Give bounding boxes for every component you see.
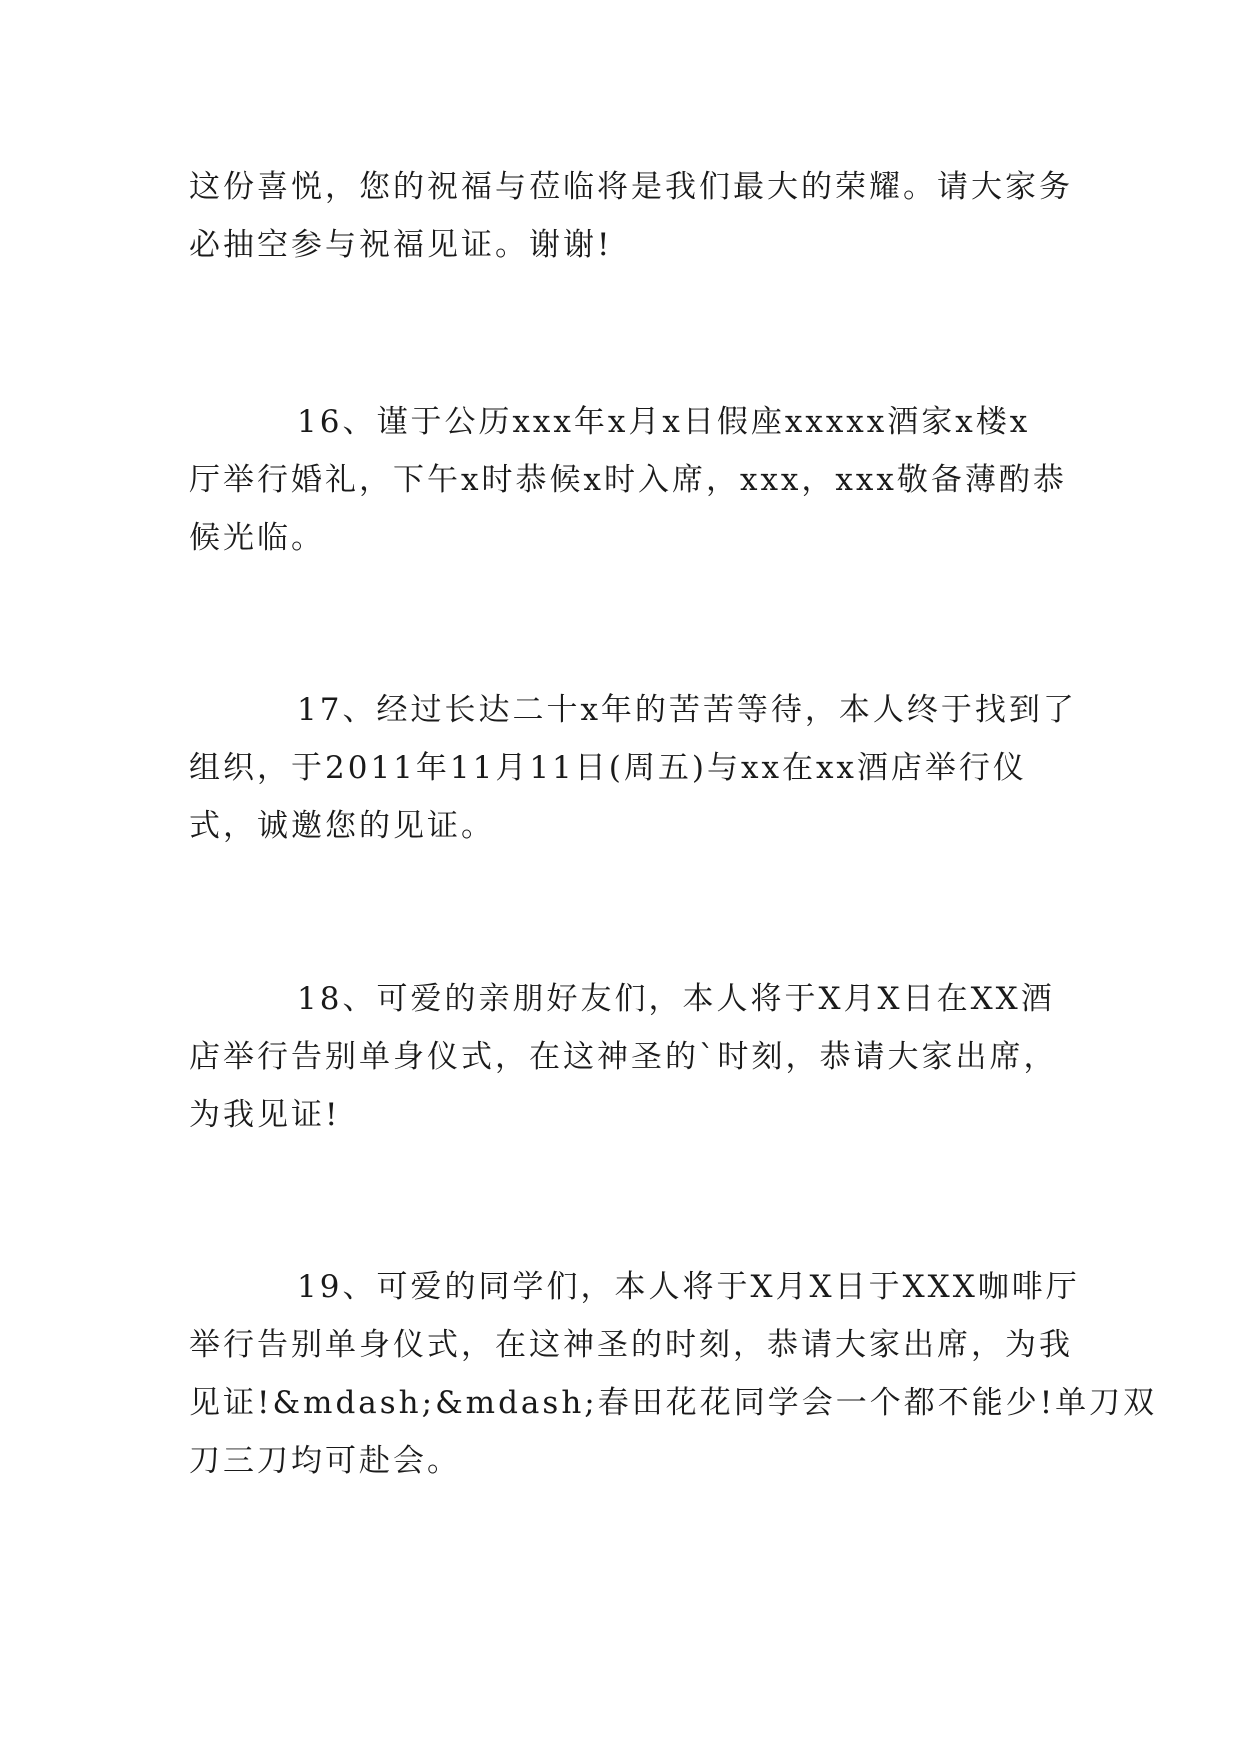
paragraph-line: 式，诚邀您的见证。 [189,808,495,844]
paragraph-19 [189,1258,1158,1490]
paragraph-continuation [189,158,1073,274]
paragraph-line: 为我见证! [189,1097,341,1133]
paragraph-line: 必抽空参与祝福见证。谢谢! [189,227,613,263]
paragraph-line: 举行告别单身仪式，在这神圣的时刻，恭请大家出席，为我 [189,1327,1073,1363]
paragraph-17 [189,681,1077,855]
paragraph-line: 这份喜悦，您的祝福与莅临将是我们最大的荣耀。请大家务 [189,169,1073,205]
paragraph-16 [189,393,1067,567]
paragraph-line: 16、谨于公历xxx年x月x日假座xxxxx酒家x楼x [297,404,1031,440]
paragraph-line: 17、经过长达二十x年的苦苦等待，本人终于找到了 [297,692,1077,728]
paragraph-line: 18、可爱的亲朋好友们，本人将于X月X日在XX酒 [297,981,1055,1017]
paragraph-line: 候光临。 [189,520,325,556]
paragraph-line: 见证!&mdash;&mdash;春田花花同学会一个都不能少!单刀双 [189,1385,1158,1421]
paragraph-line: 19、可爱的同学们，本人将于X月X日于XXX咖啡厅 [297,1269,1080,1305]
paragraph-line: 刀三刀均可赴会。 [189,1443,461,1479]
paragraph-line: 厅举行婚礼，下午x时恭候x时入席，xxx，xxx敬备薄酌恭 [189,462,1067,498]
paragraph-line: 组织，于2011年11月11日(周五)与xx在xx酒店举行仪 [189,750,1027,786]
paragraph-line: 店举行告别单身仪式，在这神圣的`时刻，恭请大家出席， [189,1039,1058,1075]
paragraph-18 [189,970,1059,1144]
